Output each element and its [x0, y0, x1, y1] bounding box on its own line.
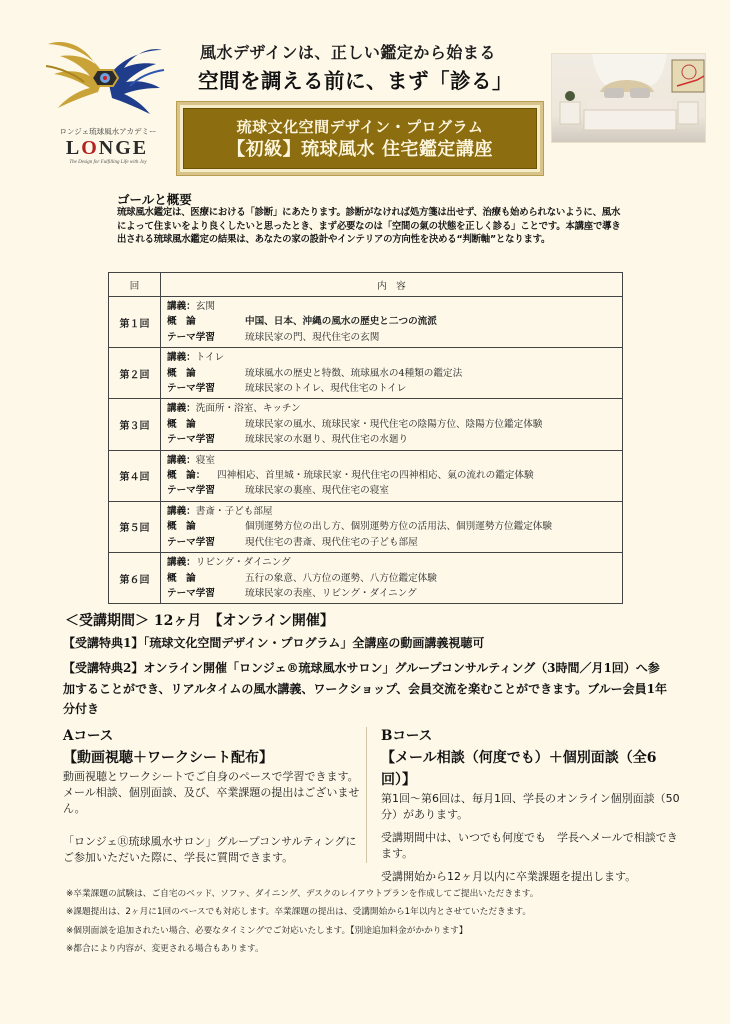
column-header-content: 内 容 [161, 273, 623, 297]
table-header-row [109, 273, 623, 297]
session-number: 第５回 [109, 501, 161, 552]
course-divider [366, 727, 367, 863]
table-row [109, 501, 623, 552]
footnote: ※卒業課題の試験は、ご自宅のベッド、ソファ、ダイニング、デスクのレイアウトプランを作成してご提出いただきます。 [66, 889, 539, 899]
session-content: 講義：洗面所・浴室、キッチン 概 論 琉球民家の風水、琉球民家・現代住宅の陰陽方位、陰陽方位鑑定体験 テーマ学習 琉球民家の水廻り、現代住宅の水廻り [161, 399, 623, 450]
footnote: ※都合により内容が、変更される場合もあります。 [66, 944, 264, 955]
course-a [63, 726, 363, 866]
course-b-graduation: 受講開始から12ヶ月以内に卒業課題を提出します。 [381, 870, 637, 883]
program-title-banner [176, 101, 544, 176]
logo-wordmark: LONGE [65, 137, 149, 159]
session-number: 第１回 [109, 297, 161, 348]
curriculum-table [108, 272, 623, 604]
table-row [109, 553, 623, 604]
session-content: 講義：リビング・ダイニング 概 論 五行の象意、八方位の運勢、八方位鑑定体験 テーマ学習 琉球民家の表座、リビング・ダイニング [161, 553, 623, 604]
page-tagline: 風水デザインは、正しい鑑定から始まる [200, 43, 496, 62]
footnote: ※課題提出は、2ヶ月に1回のペースでも対応します。卒業課題の提出は、受講開始から1年以内とさせていただきます。 [66, 907, 532, 918]
bedroom-interior-photo [551, 53, 706, 143]
enrollment-period: ＜受講期間＞ 12ヶ月 【オンライン開催】 [65, 613, 334, 629]
course-a-note: 「ロンジェⓇ琉球風水サロン」グループコンサルティングにご参加いただいた際に、学長に質問できます。 [63, 835, 357, 864]
course-title: 【初級】琉球風水 住宅鑑定講座 [227, 138, 493, 160]
session-number: 第３回 [109, 399, 161, 450]
program-name: 琉球文化空間デザイン・プログラム [236, 117, 484, 136]
goal-section-title: ゴールと概要 [117, 192, 192, 207]
bedroom-illustration-icon [552, 54, 706, 143]
session-number: 第４回 [109, 450, 161, 501]
logo-tagline: The Design for Fulfilling Life with Joy [69, 160, 147, 165]
phoenix-emblem-icon [40, 36, 170, 116]
course-a-name: Aコース [63, 728, 114, 744]
benefit-2: 【受講特典2】オンライン開催「ロンジェ®琉球風水サロン」グループコンサルティング（3時間／月1回）へ参加することができ、リアルタイムの風水講義、ワークショップ、会員交流を楽むことができます。ブルー会員1年分付き [63, 661, 668, 716]
goal-section-body: 琉球風水鑑定は、医療における「診断」にあたります。診断がなければ処方箋は出せず、治療も始められないように、風水によって住まいをより良くしたいと思ったとき、まず必要なのは「空間の氣の状態を正しく診る」ことです。本講座で導き出される琉球風水鑑定の結果は、あなたの家の設計やインテリアの方向性を決める“判断軸”となります。 [117, 207, 621, 246]
academy-name: ロンジェ琉球風水アカデミー [59, 127, 157, 136]
course-b-name: Bコース [381, 728, 433, 744]
session-content: 講義：トイレ 概 論 琉球風水の歴史と特徴、琉球風水の4種類の鑑定法 テーマ学習 琉球民家のトイレ、現代住宅のトイレ [161, 348, 623, 399]
course-b-mail: 受講期間中は、いつでも何度でも 学長へメールで相談できます。 [381, 831, 678, 860]
course-b-description: 第1回～第6回は、毎月1回、学長のオンライン個別面談（50分）があります。 [381, 792, 680, 821]
table-row [109, 348, 623, 399]
session-content: 講義：寝室 概 論： 四神相応、首里城・琉球民家・現代住宅の四神相応、氣の流れの鑑定体験 テーマ学習 琉球民家の裏座、現代住宅の寝室 [161, 450, 623, 501]
session-number: 第２回 [109, 348, 161, 399]
course-b [381, 726, 681, 885]
table-row [109, 399, 623, 450]
benefit-1: 【受講特典1】「琉球文化空間デザイン・プログラム」全講座の動画講義視聴可 [63, 636, 485, 650]
academy-logo [40, 36, 170, 166]
session-content: 講義：書斎・子ども部屋 概 論 個別運勢方位の出し方、個別運勢方位の活用法、個別運勢方位鑑定体験 テーマ学習 現代住宅の書斎、現代住宅の子ども部屋 [161, 501, 623, 552]
course-a-description: 動画視聴とワークシートでご自身のペースで学習できます。メール相談、個別面談、及び、卒業課題の提出はございません。 [63, 770, 360, 815]
column-header-session: 回 [109, 273, 161, 297]
course-b-subtitle: 【メール相談（何度でも）＋個別面談（全6回）】 [381, 750, 657, 788]
table-row [109, 297, 623, 348]
footnotes [66, 885, 686, 959]
footnote: ※個別面談を追加されたい場合、必要なタイミングでご対応いたします。【別途追加料金がかかります】 [66, 925, 468, 936]
table-row [109, 450, 623, 501]
course-a-subtitle: 【動画視聴＋ワークシート配布】 [63, 750, 273, 766]
session-number: 第６回 [109, 553, 161, 604]
session-content: 講義：玄関 概 論 中国、日本、沖縄の風水の歴史と二つの流派 テーマ学習 琉球民家の門、現代住宅の玄関 [161, 297, 623, 348]
page-headline: 空間を調える前に、まず「診る」 [198, 69, 513, 93]
